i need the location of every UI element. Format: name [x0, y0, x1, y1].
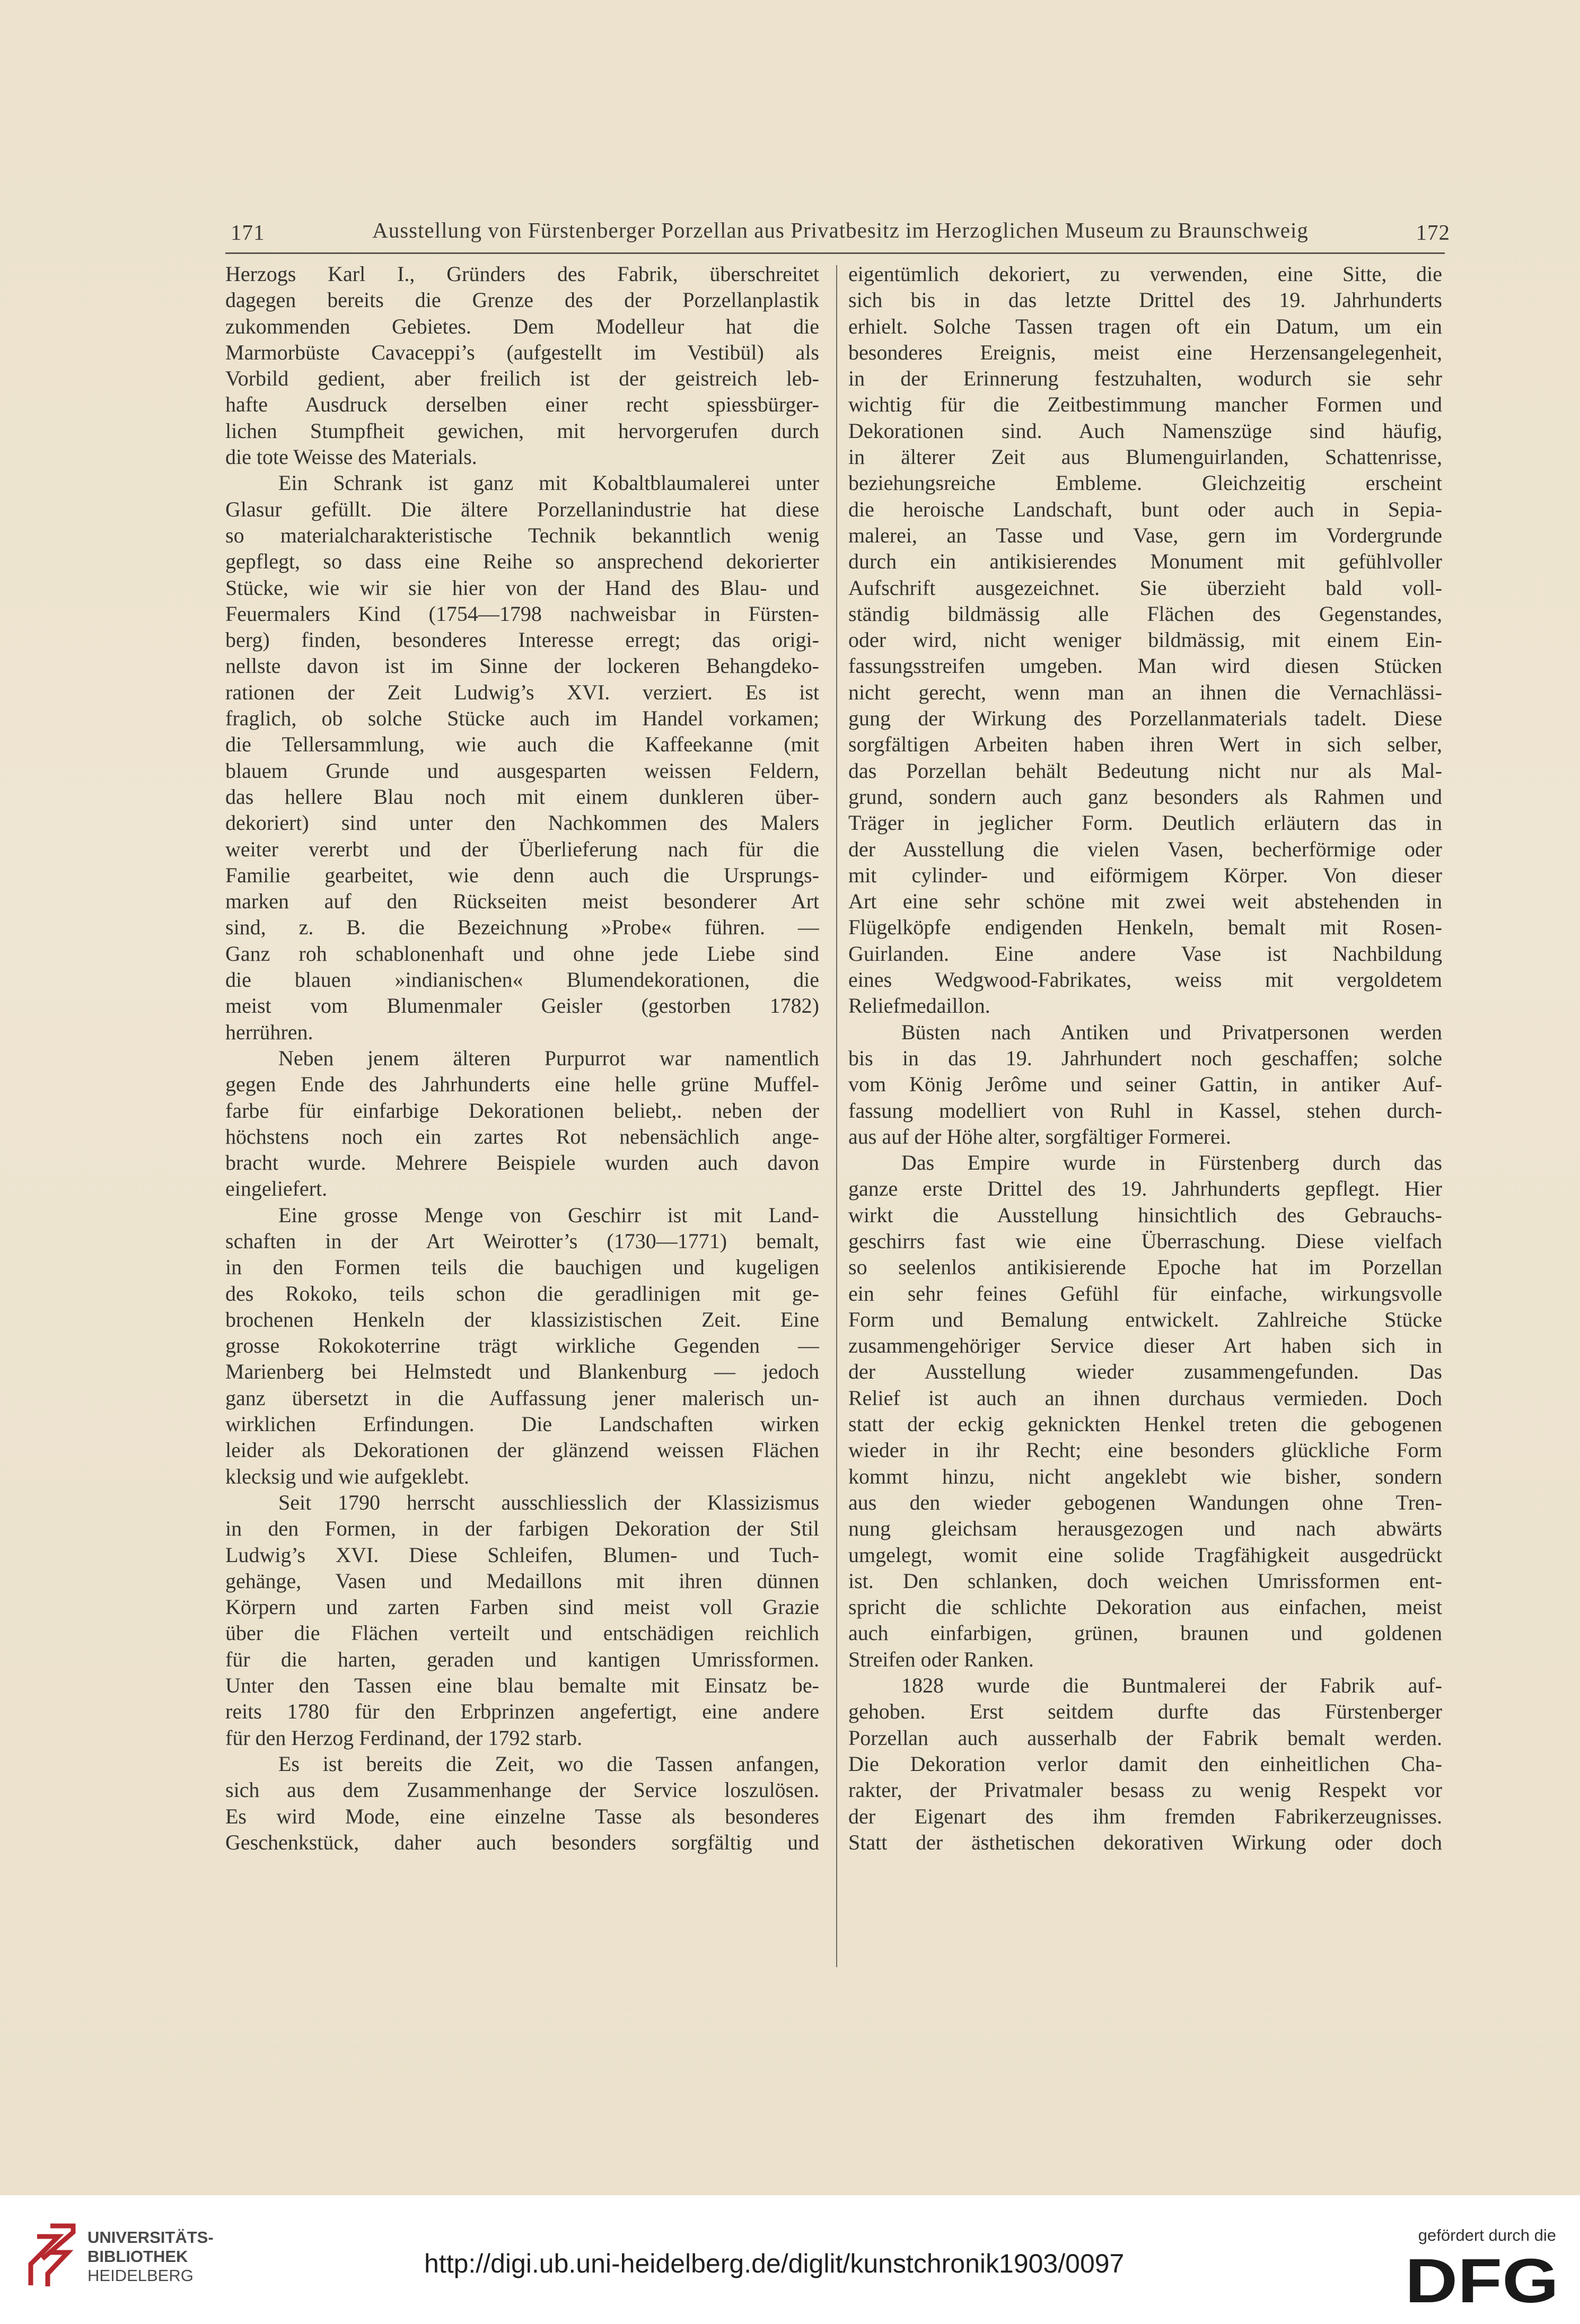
text-line: Körpern und zarten Farben sind meist voll Grazie: [225, 1595, 819, 1619]
text-line: Streifen oder Ranken.: [848, 1647, 1034, 1671]
text-line: berg) finden, besonderes Interesse erregt; das origi-: [225, 628, 819, 652]
text-line: sind, z. B. die Bezeichnung »Probe« führen. —: [225, 915, 819, 940]
text-line: Marienberg bei Helmstedt und Blankenburg — jedoch: [225, 1360, 819, 1384]
text-line: so seelenlos antikisierende Epoche hat im Porzellan: [848, 1255, 1442, 1279]
text-line: gehänge, Vasen und Medaillons mit ihren dünnen: [225, 1568, 819, 1593]
text-line: sorgfältigen Arbeiten haben ihren Wert in sich selber,: [848, 732, 1442, 757]
text-line: in älterer Zeit aus Blumenguirlanden, Schattenrisse,: [848, 445, 1442, 469]
text-line: Familie gearbeitet, wie denn auch die Ursprungs-: [225, 863, 819, 887]
text-line: schaften in der Art Weirotter’s (1730—1771) bemalt,: [225, 1229, 819, 1253]
text-line: dagegen bereits die Grenze des der Porzellanplastik: [225, 288, 819, 312]
running-title: Ausstellung von Fürstenberger Porzellan aus Privatbesitz im Herzoglichen Museum zu Braunschweig: [372, 218, 1309, 242]
text-line: Dekorationen sind. Auch Namenszüge sind häufig,: [848, 418, 1442, 443]
text-line: kommt hinzu, nicht angeklebt wie bisher, sondern: [848, 1464, 1442, 1488]
text-line: Guirlanden. Eine andere Vase ist Nachbildung: [848, 941, 1442, 966]
text-line: Neben jenem älteren Purpurrot war namentlich: [278, 1046, 819, 1070]
text-line: Ludwig’s XVI. Diese Schleifen, Blumen- und Tuch-: [225, 1542, 819, 1567]
text-line: sich bis in das letzte Drittel des 19. Jahrhunderts: [848, 288, 1442, 312]
text-line: nicht gerecht, wenn man an ihnen die Vernachlässi-: [848, 680, 1442, 704]
text-line: blauem Grunde und ausgesparten weissen Feldern,: [225, 758, 819, 783]
text-line: Ganz roh schablonenhaft und ohne jede Liebe sind: [225, 941, 819, 966]
text-line: wirklichen Erfindungen. Die Landschaften wirken: [225, 1412, 819, 1436]
text-line: Statt der ästhetischen dekorativen Wirkung oder doch: [848, 1830, 1442, 1854]
text-line: dekoriert) sind unter den Nachkommen des Malers: [225, 811, 819, 835]
text-line: vom König Jerôme und seiner Gattin, in antiker Auf-: [848, 1072, 1442, 1097]
text-line: 1828 wurde die Buntmalerei der Fabrik auf-: [901, 1673, 1442, 1698]
dfg-logo: [1405, 2253, 1559, 2307]
text-line: Es wird Mode, eine einzelne Tasse als besonderes: [225, 1804, 819, 1828]
text-line: hafte Ausdruck derselben einer recht spiessbürger-: [225, 392, 819, 417]
text-line: ganz übersetzt in die Auffassung jener malerisch un-: [225, 1385, 819, 1410]
text-line: die heroische Landschaft, bunt oder auch in Sepia-: [848, 497, 1442, 521]
text-line: lichen Stumpfheit gewichen, mit hervorgerufen durch: [225, 418, 819, 443]
text-line: die blauen »indianischen« Blumendekorationen, die: [225, 968, 819, 992]
text-line: zusammengehöriger Service dieser Art haben sich in: [848, 1334, 1442, 1358]
text-line: fassungsstreifen umgeben. Man wird diesen Stücken: [848, 654, 1442, 678]
text-line: brochenen Henkeln der klassizistischen Zeit. Eine: [225, 1307, 819, 1331]
text-line: aus auf der Höhe alter, sorgfältiger Formerei.: [848, 1124, 1231, 1148]
text-line: oder wird, nicht weniger bildmässig, mit einem Ein-: [848, 628, 1442, 652]
text-line: Es ist bereits die Zeit, wo die Tassen anfangen,: [278, 1751, 819, 1776]
text-line: Herzogs Karl I., Gründers des Fabrik, überschreitet: [225, 262, 819, 286]
text-line: Relief ist auch an ihnen durchaus vermieden. Doch: [848, 1385, 1442, 1410]
text-line: Marmorbüste Cavaceppi’s (aufgestellt im Vestibül) als: [225, 340, 819, 364]
text-line: auch einfarbigen, grünen, braunen und goldenen: [848, 1621, 1442, 1645]
library-line-1: UNIVERSITÄTS-: [87, 2228, 214, 2247]
text-line: beziehungsreiche Embleme. Gleichzeitig erscheint: [848, 471, 1442, 495]
text-line: das hellere Blau noch mit einem dunkleren über-: [225, 784, 819, 809]
text-line: bis in das 19. Jahrhundert noch geschaffen; solche: [848, 1046, 1442, 1070]
text-line: Unter den Tassen eine blau bemalte mit Einsatz be-: [225, 1673, 819, 1698]
text-line: gehoben. Erst seitdem durfte das Fürstenberger: [848, 1699, 1442, 1724]
library-line-3: HEIDELBERG: [87, 2266, 194, 2285]
text-line: besonderes Ereignis, meist eine Herzensangelegenheit,: [848, 340, 1442, 364]
text-line: Ein Schrank ist ganz mit Kobaltblaumalerei unter: [278, 471, 819, 495]
text-line: fraglich, ob solche Stücke auch im Handel vorkamen;: [225, 706, 819, 731]
text-line: meist vom Blumenmaler Geisler (gestorben 1782): [225, 994, 819, 1018]
text-line: nellste davon ist im Sinne der lockeren Behangdeko-: [225, 654, 819, 678]
text-line: reits 1780 für den Erbprinzen angefertigt, eine andere: [225, 1699, 819, 1724]
text-line: rationen der Zeit Ludwig’s XVI. verziert. Es ist: [225, 680, 819, 704]
dfg-logo-text: DFG: [1405, 2253, 1559, 2307]
text-line: über die Flächen verteilt und entschädigen reichlich: [225, 1621, 819, 1645]
text-line: rakter, der Privatmaler besass zu wenig Respekt vor: [848, 1778, 1442, 1802]
text-line: ist. Den schlanken, doch weichen Umrissformen ent-: [848, 1568, 1442, 1593]
text-line: durch ein antikisierendes Monument mit gefühlvoller: [848, 549, 1442, 574]
page-number-left: 171: [231, 220, 265, 244]
text-line: weiter vererbt und der Überlieferung nach für die: [225, 837, 819, 861]
text-line: der Eigenart des ihm fremden Fabrikerzeugnisses.: [848, 1804, 1442, 1828]
text-line: der Ausstellung die vielen Vasen, becherförmige oder: [848, 837, 1442, 861]
text-line: grund, sondern auch ganz besonders als Rahmen und: [848, 784, 1442, 809]
permalink-url[interactable]: http://digi.ub.uni-heidelberg.de/diglit/kunstchronik1903/0097: [424, 2249, 1125, 2278]
text-line: Glasur gefüllt. Die ältere Porzellanindustrie hat diese: [225, 497, 819, 521]
text-line: das Porzellan behält Bedeutung nicht nur als Mal-: [848, 758, 1442, 783]
text-line: für die harten, geraden und kantigen Umrissformen.: [225, 1647, 819, 1671]
header-rule: [225, 252, 1445, 254]
text-line: gegen Ende des Jahrhunderts eine helle grüne Muffel-: [225, 1072, 819, 1097]
text-line: der Ausstellung wieder zusammengefunden. Das: [848, 1360, 1442, 1384]
text-line: wichtig für die Zeitbestimmung mancher Formen und: [848, 392, 1442, 417]
text-line: des Rokoko, teils schon die geradlinigen mit ge-: [225, 1281, 819, 1305]
text-line: in den Formen, in der farbigen Dekoration der Stil: [225, 1516, 819, 1541]
text-line: ganze erste Drittel des 19. Jahrhunderts gepflegt. Hier: [848, 1177, 1442, 1201]
text-line: Form und Bemalung entwickelt. Zahlreiche Stücke: [848, 1307, 1442, 1331]
text-line: bracht wurde. Mehrere Beispiele wurden auch davon: [225, 1151, 819, 1175]
text-line: Eine grosse Menge von Geschirr ist mit Land-: [278, 1203, 819, 1227]
text-line: farbe für einfarbige Dekorationen beliebt,. neben der: [225, 1098, 819, 1122]
text-line: Seit 1790 herrscht ausschliesslich der Klassizismus: [278, 1490, 819, 1514]
running-head: [231, 212, 1450, 249]
text-line: aus den wieder gebogenen Wandungen ohne Tren-: [848, 1490, 1442, 1514]
text-line: ständig bildmässig alle Flächen des Gegenstandes,: [848, 601, 1442, 626]
text-line: zukommenden Gebietes. Dem Modelleur hat die: [225, 314, 819, 338]
text-line: wieder in ihr Recht; eine besonders glückliche Form: [848, 1438, 1442, 1462]
text-line: Flügelköpfe endigenden Henkeln, bemalt mit Rosen-: [848, 915, 1442, 940]
text-line: klecksig und wie aufgeklebt.: [225, 1464, 469, 1488]
text-line: Vorbild gedient, aber freilich ist der geistreich leb-: [225, 366, 819, 391]
text-line: herrühren.: [225, 1020, 313, 1044]
text-line: Feuermalers Kind (1754—1798 nachweisbar in Fürsten-: [225, 601, 819, 626]
text-line: Die Dekoration verlor damit den einheitlichen Cha-: [848, 1751, 1442, 1776]
column-divider: [836, 265, 837, 1967]
text-line: erhielt. Solche Tassen tragen oft ein Datum, um ein: [848, 314, 1442, 338]
text-line: Büsten nach Antiken und Privatpersonen werden: [901, 1020, 1442, 1044]
text-line: in den Formen teils die bauchigen und kugeligen: [225, 1255, 819, 1279]
text-line: grosse Rokokoterrine trägt wirkliche Gegenden —: [225, 1334, 819, 1358]
text-line: Aufschrift ausgezeichnet. Sie überzieht bald voll-: [848, 575, 1442, 600]
text-line: spricht die schlichte Dekoration aus einfachen, meist: [848, 1595, 1442, 1619]
text-line: statt der eckig geknickten Henkel treten die gebogenen: [848, 1412, 1442, 1436]
text-line: leider als Dekorationen der glänzend weissen Flächen: [225, 1438, 819, 1462]
text-line: marken auf den Rückseiten meist besonderer Art: [225, 889, 819, 914]
text-line: höchstens noch ein zartes Rot nebensächlich ange-: [225, 1124, 819, 1148]
text-line: die Tellersammlung, wie auch die Kaffeekanne (mit: [225, 732, 819, 757]
digitization-footer: [0, 2195, 1580, 2324]
funding-caption: gefördert durch die: [1418, 2226, 1556, 2244]
text-line: die tote Weisse des Materials.: [225, 445, 477, 469]
text-line: gepflegt, so dass eine Reihe so ansprechend dekorierter: [225, 549, 819, 574]
text-line: geschirrs fast wie eine Überraschung. Diese vielfach: [848, 1229, 1442, 1253]
text-column-right: [848, 261, 1442, 1855]
text-line: wirkt die Ausstellung hinsichtlich des Gebrauchs-: [848, 1203, 1442, 1227]
text-line: Art eine sehr schöne mit zwei weit abstehenden in: [848, 889, 1442, 914]
text-line: mit cylinder- und eiförmigem Körper. Von dieser: [848, 863, 1442, 887]
text-line: Reliefmedaillon.: [848, 994, 990, 1018]
text-column-left: [225, 261, 819, 1855]
text-line: Das Empire wurde in Fürstenberg durch das: [901, 1151, 1442, 1175]
text-line: eines Wedgwood-Fabrikates, weiss mit vergoldetem: [848, 968, 1442, 992]
text-line: Stücke, wie wir sie hier von der Hand des Blau- und: [225, 575, 819, 600]
text-line: sich aus dem Zusammenhange der Service loszulösen.: [225, 1778, 819, 1802]
text-line: eigentümlich dekoriert, zu verwenden, eine Sitte, die: [848, 262, 1442, 286]
text-line: so materialcharakteristische Technik bekanntlich wenig: [225, 523, 819, 547]
text-line: Geschenkstück, daher auch besonders sorgfältig und: [225, 1830, 819, 1854]
text-line: ein sehr feines Gefühl für einfache, wirkungsvolle: [848, 1281, 1442, 1305]
text-line: malerei, an Tasse und Vase, gern im Vordergrunde: [848, 523, 1442, 547]
library-name: [87, 2228, 214, 2285]
ub-heidelberg-logo-icon: [21, 2222, 80, 2291]
text-line: in der Erinnerung festzuhalten, wodurch sie sehr: [848, 366, 1442, 391]
text-line: eingeliefert.: [225, 1177, 328, 1201]
text-line: nung gleichsam herausgezogen und nach abwärts: [848, 1516, 1442, 1541]
text-line: fassung modelliert von Ruhl in Kassel, stehen durch-: [848, 1098, 1442, 1122]
library-line-2: BIBLIOTHEK: [87, 2247, 188, 2266]
text-line: Porzellan auch ausserhalb der Fabrik bemalt werden.: [848, 1725, 1442, 1750]
page-number-right: 172: [1416, 220, 1450, 244]
text-line: umgelegt, womit eine solide Tragfähigkeit ausgedrückt: [848, 1542, 1442, 1567]
text-line: Träger in jeglicher Form. Deutlich erläutern das in: [848, 811, 1442, 835]
text-line: gung der Wirkung des Porzellanmaterials tadelt. Diese: [848, 706, 1442, 731]
text-line: für den Herzog Ferdinand, der 1792 starb.: [225, 1725, 583, 1750]
